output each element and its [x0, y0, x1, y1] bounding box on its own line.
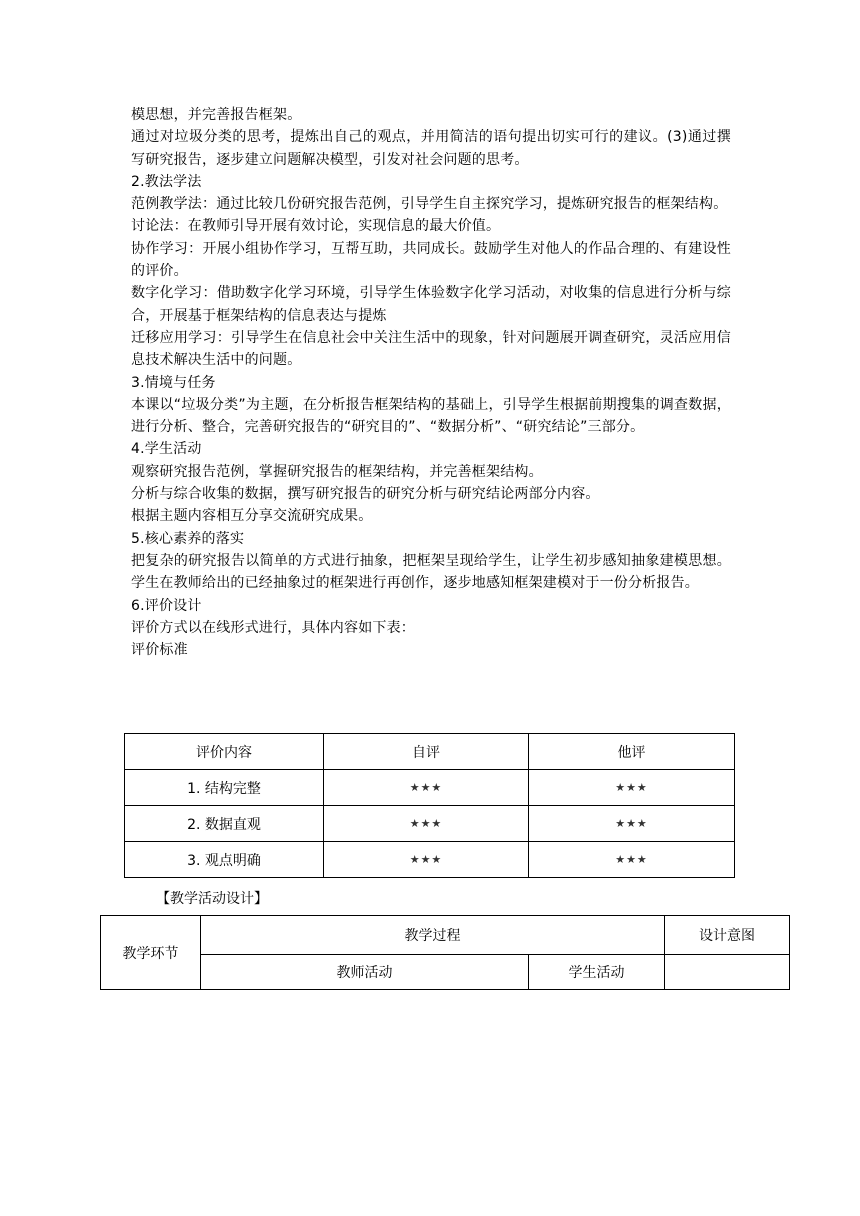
star-rating: ★★★ [324, 770, 529, 806]
table-row [125, 842, 735, 878]
paragraph: 迁移应用学习：引导学生在信息社会中关注生活中的现象，针对问题展开调查研究，灵活应用信息技术解决生活中的问题。 [131, 329, 731, 369]
activity-design-table [100, 915, 790, 990]
section-heading: 5.核心素养的落实 [131, 530, 245, 547]
header-cell: 他评 [529, 734, 735, 770]
evaluation-table [124, 733, 735, 878]
paragraph: 根据主题内容相互分享交流研究成果。 [131, 508, 373, 525]
paragraph: 本课以“垃圾分类”为主题，在分析报告框架结构的基础上，引导学生根据前期搜集的调查数据，进行分析、整合，完善研究报告的“研究目的”、“数据分析”、“研究结论”三部分。 [131, 396, 731, 436]
paragraph: 讨论法：在教师引导开展有效讨论，实现信息的最大价值。 [131, 218, 501, 235]
section-heading: 4.学生活动 [131, 441, 202, 458]
paragraph: 评价方式以在线形式进行，具体内容如下表： [131, 619, 415, 636]
paragraph: 通过对垃圾分类的思考，提炼出自己的观点，并用简洁的语句提出切实可行的建议。(3)通过撰写研究报告，逐步建立问题解决模型，引发对社会问题的思考。 [131, 129, 731, 168]
table-row [125, 770, 735, 806]
section-heading: 3.情境与任务 [131, 374, 216, 391]
star-rating: ★★★ [529, 806, 735, 842]
section-heading: 2.教法学法 [131, 173, 202, 190]
empty-cell [665, 955, 790, 990]
star-rating: ★★★ [324, 842, 529, 878]
paragraph: 协作学习：开展小组协作学习，互帮互助，共同成长。鼓励学生对他人的作品合理的、有建设性的评价。 [131, 240, 731, 280]
table-subheader-row [101, 955, 790, 990]
header-cell: 自评 [324, 734, 529, 770]
section-heading: 6.评价设计 [131, 597, 202, 614]
table-header-row [101, 916, 790, 955]
table-header-row [125, 734, 735, 770]
table-cell: 2. 数据直观 [125, 806, 324, 842]
header-cell-teacher: 教师活动 [201, 955, 529, 990]
body-text [131, 104, 731, 661]
paragraph: 模思想，并完善报告框架。 [131, 107, 302, 123]
activity-design-title: 【教学活动设计】 [156, 891, 268, 907]
header-cell-student: 学生活动 [529, 955, 665, 990]
header-cell-stage: 教学环节 [101, 916, 201, 990]
header-cell-process: 教学过程 [201, 916, 665, 955]
table-row [125, 806, 735, 842]
star-rating: ★★★ [529, 842, 735, 878]
star-rating: ★★★ [529, 770, 735, 806]
header-cell: 评价内容 [125, 734, 324, 770]
paragraph: 评价标准 [131, 642, 188, 659]
paragraph: 观察研究报告范例，掌握研究报告的框架结构，并完善框架结构。 [131, 463, 543, 480]
paragraph: 数字化学习：借助数字化学习环境，引导学生体验数字化学习活动，对收集的信息进行分析与综合，开展基于框架结构的信息表达与提炼 [131, 285, 731, 324]
paragraph: 范例教学法：通过比较几份研究报告范例，引导学生自主探究学习，提炼研究报告的框架结构。 [131, 196, 728, 213]
paragraph: 把复杂的研究报告以简单的方式进行抽象，把框架呈现给学生，让学生初步感知抽象建模思想。学生在教师给出的已经抽象过的框架进行再创作，逐步地感知框架建模对于一份分析报告。 [131, 552, 731, 592]
table-cell: 3. 观点明确 [125, 842, 324, 878]
header-cell-intent: 设计意图 [665, 916, 790, 955]
star-rating: ★★★ [324, 806, 529, 842]
paragraph: 分析与综合收集的数据，撰写研究报告的研究分析与研究结论两部分内容。 [131, 486, 600, 503]
table-cell: 1. 结构完整 [125, 770, 324, 806]
